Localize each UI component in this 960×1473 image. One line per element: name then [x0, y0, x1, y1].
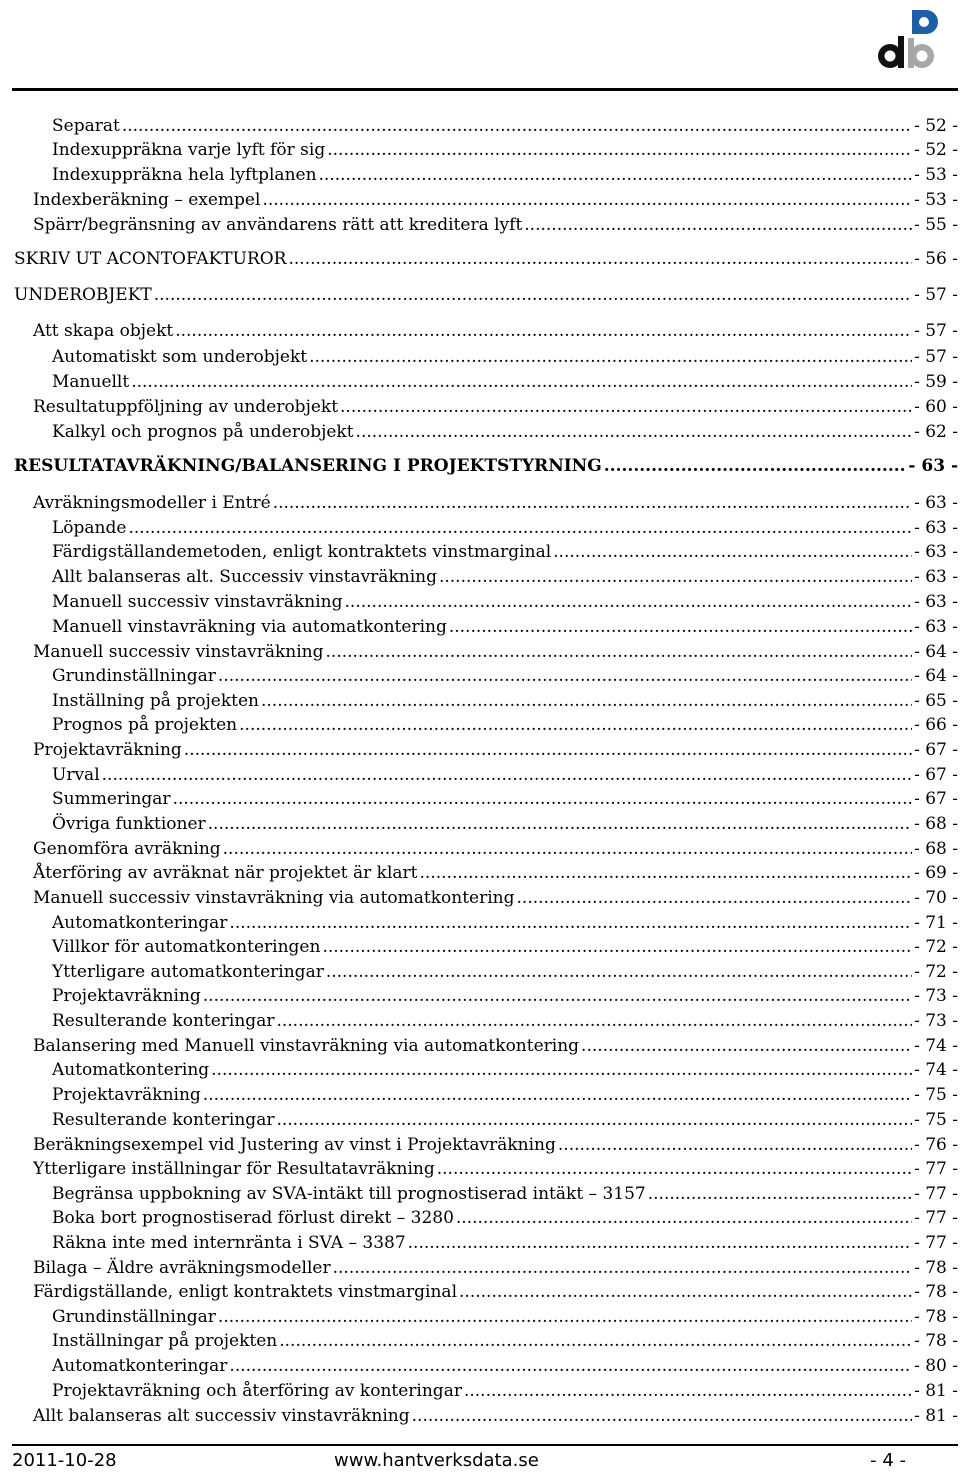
toc-entry-page: - 67 -	[914, 740, 958, 760]
toc-entry[interactable]	[52, 1231, 958, 1255]
toc-leader-dots	[558, 1133, 912, 1157]
toc-entry[interactable]	[33, 1034, 958, 1058]
toc-entry[interactable]	[14, 283, 958, 307]
toc-entry-page: - 52 -	[914, 140, 958, 160]
toc-leader-dots	[203, 984, 912, 1008]
toc-leader-dots	[128, 516, 912, 540]
toc-leader-dots	[154, 283, 912, 307]
toc-leader-dots	[333, 1256, 912, 1280]
toc-leader-dots	[420, 861, 913, 885]
toc-entry-title: Spärr/begränsning av användarens rätt att kreditera lyft	[33, 215, 523, 235]
toc-entry-title: Färdigställandemetoden, enligt kontraktets vinstmarginal	[52, 542, 552, 562]
toc-entry-title: Grundinställningar	[52, 666, 216, 686]
toc-entry[interactable]	[52, 516, 958, 540]
toc-entry[interactable]	[33, 1157, 958, 1181]
toc-leader-dots	[309, 345, 912, 369]
toc-entry[interactable]	[52, 1083, 958, 1107]
toc-entry-page: - 62 -	[914, 422, 958, 442]
toc-entry-title: Automatkontering	[52, 1060, 210, 1080]
toc-entry-title: Färdigställande, enligt kontraktets vinstmarginal	[33, 1282, 458, 1302]
toc-entry-title: Övriga funktioner	[52, 814, 206, 834]
toc-leader-dots	[276, 1108, 912, 1132]
toc-entry[interactable]	[52, 1009, 958, 1033]
toc-entry-page: - 78 -	[914, 1258, 958, 1278]
toc-entry-page: - 74 -	[914, 1036, 958, 1056]
toc-leader-dots	[464, 1379, 912, 1403]
toc-leader-dots	[604, 454, 907, 478]
toc-leader-dots	[262, 188, 912, 212]
toc-entry[interactable]	[33, 1280, 958, 1304]
toc-entry-title: Beräkningsexempel vid Justering av vinst i Projektavräkning	[33, 1135, 556, 1155]
toc-leader-dots	[173, 787, 913, 811]
toc-entry-page: - 77 -	[914, 1159, 958, 1179]
toc-entry-page: - 64 -	[914, 666, 958, 686]
toc-entry-page: - 53 -	[914, 165, 958, 185]
toc-entry-page: - 52 -	[914, 116, 958, 136]
toc-entry-title: Ytterligare automatkonteringar	[52, 962, 324, 982]
toc-entry-page: - 78 -	[914, 1282, 958, 1302]
toc-entry[interactable]	[52, 664, 958, 688]
toc-entry-title: Bilaga – Äldre avräkningsmodeller	[33, 1258, 331, 1278]
toc-entry-title: Projektavräkning	[33, 740, 182, 760]
toc-entry-title: Boka bort prognostiserad förlust direkt – 3280	[52, 1208, 454, 1228]
toc-entry-page: - 57 -	[914, 285, 958, 305]
toc-entry-title: Manuell successiv vinstavräkning	[52, 592, 343, 612]
toc-leader-dots	[273, 491, 912, 515]
footer-page-number: - 4 -	[870, 1450, 906, 1471]
toc-entry-title: Manuell vinstavräkning via automatkontering	[52, 617, 447, 637]
toc-entry-page: - 81 -	[914, 1381, 958, 1401]
toc-entry-page: - 56 -	[914, 249, 958, 269]
toc-entry[interactable]	[52, 1206, 958, 1230]
toc-entry[interactable]	[52, 984, 958, 1008]
toc-leader-dots	[122, 114, 912, 138]
toc-entry[interactable]	[52, 1305, 958, 1329]
toc-entry[interactable]	[52, 1058, 958, 1082]
toc-entry-page: - 78 -	[914, 1331, 958, 1351]
toc-entry-title: Manuell successiv vinstavräkning via automatkontering	[33, 888, 515, 908]
toc-entry-page: - 77 -	[914, 1208, 958, 1228]
toc-entry-title: Begränsa uppbokning av SVA-intäkt till prognostiserad intäkt – 3157	[52, 1184, 646, 1204]
toc-entry[interactable]	[52, 114, 958, 138]
toc-leader-dots	[288, 247, 912, 271]
toc-entry[interactable]	[52, 540, 958, 564]
toc-entry[interactable]	[33, 491, 958, 515]
toc-entry-title: Prognos på projekten	[52, 715, 238, 735]
toc-entry[interactable]	[33, 319, 958, 343]
toc-leader-dots	[524, 213, 912, 237]
toc-entry-page: - 53 -	[914, 190, 958, 210]
toc-entry[interactable]	[52, 1182, 958, 1206]
toc-entry[interactable]	[52, 163, 958, 187]
toc-entry-page: - 71 -	[914, 913, 958, 933]
toc-leader-dots	[648, 1182, 912, 1206]
toc-entry-title: Att skapa objekt	[33, 321, 174, 341]
toc-entry-page: - 73 -	[914, 986, 958, 1006]
toc-leader-dots	[322, 935, 912, 959]
toc-entry-title: Indexuppräkna varje lyft för sig	[52, 140, 326, 160]
toc-entry-title: Projektavräkning	[52, 1085, 201, 1105]
toc-entry-title: Inställningar på projekten	[52, 1331, 278, 1351]
toc-entry-title: Resulterande konteringar	[52, 1110, 275, 1130]
toc-entry-title: Automatkonteringar	[52, 1356, 228, 1376]
toc-leader-dots	[439, 565, 912, 589]
toc-entry-page: - 67 -	[914, 765, 958, 785]
toc-entry[interactable]	[52, 763, 958, 787]
toc-entry-page: - 63 -	[914, 592, 958, 612]
toc-leader-dots	[218, 1305, 912, 1329]
toc-entry[interactable]	[33, 188, 958, 212]
toc-entry-page: - 65 -	[914, 691, 958, 711]
toc-entry-page: - 77 -	[914, 1184, 958, 1204]
footer-divider	[12, 1444, 958, 1446]
toc-entry[interactable]	[33, 861, 958, 885]
toc-entry[interactable]	[33, 886, 958, 910]
toc-entry-title: UNDEROBJEKT	[14, 285, 152, 305]
toc-entry-title: Genomföra avräkning	[33, 839, 221, 859]
toc-entry-title: RESULTATAVRÄKNING/BALANSERING I PROJEKTSTYRNING	[14, 456, 602, 476]
toc-entry-title: Resulterande konteringar	[52, 1011, 275, 1031]
toc-entry-title: Kalkyl och prognos på underobjekt	[52, 422, 354, 442]
toc-entry[interactable]	[33, 395, 958, 419]
hantverksdata-logo-icon	[868, 4, 940, 74]
toc-entry-title: Återföring av avräknat när projektet är klart	[33, 863, 418, 883]
toc-entry[interactable]	[33, 1404, 958, 1428]
toc-entry[interactable]	[52, 1108, 958, 1132]
toc-entry-page: - 64 -	[914, 642, 958, 662]
toc-leader-dots	[211, 1058, 912, 1082]
toc-leader-dots	[326, 960, 912, 984]
toc-leader-dots	[319, 163, 913, 187]
toc-entry-page: - 66 -	[914, 715, 958, 735]
toc-leader-dots	[553, 540, 912, 564]
toc-leader-dots	[340, 395, 912, 419]
toc-entry-title: Indexberäkning – exempel	[33, 190, 261, 210]
toc-entry-page: - 57 -	[914, 321, 958, 341]
toc-leader-dots	[229, 1354, 912, 1378]
toc-leader-dots	[102, 763, 912, 787]
toc-entry[interactable]	[52, 1354, 958, 1378]
toc-entry-page: - 75 -	[914, 1085, 958, 1105]
toc-leader-dots	[456, 1206, 912, 1230]
toc-entry-title: Allt balanseras alt successiv vinstavräkning	[33, 1406, 410, 1426]
toc-leader-dots	[261, 689, 912, 713]
toc-entry[interactable]	[52, 1329, 958, 1353]
toc-entry-title: Urval	[52, 765, 100, 785]
toc-leader-dots	[229, 911, 912, 935]
toc-leader-dots	[184, 738, 912, 762]
toc-entry-page: - 80 -	[914, 1356, 958, 1376]
toc-entry-page: - 76 -	[914, 1135, 958, 1155]
toc-entry[interactable]	[14, 454, 958, 478]
toc-entry-title: Allt balanseras alt. Successiv vinstavräkning	[52, 567, 437, 587]
toc-entry[interactable]	[52, 935, 958, 959]
toc-leader-dots	[131, 370, 912, 394]
toc-entry[interactable]	[52, 812, 958, 836]
toc-entry[interactable]	[33, 837, 958, 861]
toc-entry-title: Projektavräkning	[52, 986, 201, 1006]
toc-entry[interactable]	[52, 370, 958, 394]
toc-entry-title: Automatkonteringar	[52, 913, 228, 933]
toc-entry-page: - 68 -	[914, 814, 958, 834]
toc-entry[interactable]	[52, 787, 958, 811]
toc-entry-page: - 63 -	[914, 542, 958, 562]
toc-entry[interactable]	[52, 1379, 958, 1403]
toc-entry-page: - 63 -	[914, 493, 958, 513]
toc-entry-page: - 55 -	[914, 215, 958, 235]
toc-entry-title: Summeringar	[52, 789, 171, 809]
toc-entry-title: Resultatuppföljning av underobjekt	[33, 397, 339, 417]
toc-entry[interactable]	[52, 345, 958, 369]
toc-entry[interactable]	[52, 960, 958, 984]
toc-leader-dots	[356, 420, 913, 444]
header-divider	[12, 88, 958, 91]
toc-entry-title: Projektavräkning och återföring av konteringar	[52, 1381, 462, 1401]
toc-entry-page: - 73 -	[914, 1011, 958, 1031]
toc-entry-page: - 63 -	[914, 518, 958, 538]
toc-leader-dots	[208, 812, 912, 836]
toc-leader-dots	[449, 615, 912, 639]
toc-entry[interactable]	[52, 420, 958, 444]
toc-leader-dots	[408, 1231, 912, 1255]
toc-entry[interactable]	[52, 911, 958, 935]
toc-entry[interactable]	[52, 590, 958, 614]
toc-leader-dots	[239, 713, 912, 737]
toc-entry-page: - 72 -	[914, 937, 958, 957]
toc-entry[interactable]	[52, 138, 958, 162]
toc-entry-title: Avräkningsmodeller i Entré	[33, 493, 271, 513]
toc-leader-dots	[276, 1009, 912, 1033]
toc-entry-page: - 75 -	[914, 1110, 958, 1130]
toc-entry-title: Inställning på projekten	[52, 691, 259, 711]
toc-entry-page: - 72 -	[914, 962, 958, 982]
footer-date: 2011-10-28	[12, 1450, 117, 1471]
toc-leader-dots	[279, 1329, 912, 1353]
toc-leader-dots	[218, 664, 912, 688]
toc-leader-dots	[326, 640, 913, 664]
toc-entry-page: - 59 -	[914, 372, 958, 392]
toc-leader-dots	[327, 138, 912, 162]
toc-entry[interactable]	[33, 213, 958, 237]
toc-entry-page: - 78 -	[914, 1307, 958, 1327]
toc-entry-title: Löpande	[52, 518, 127, 538]
toc-leader-dots	[203, 1083, 912, 1107]
toc-entry[interactable]	[33, 640, 958, 664]
toc-entry[interactable]	[52, 713, 958, 737]
toc-entry[interactable]	[33, 738, 958, 762]
toc-entry-page: - 69 -	[914, 863, 958, 883]
toc-leader-dots	[345, 590, 913, 614]
toc-entry[interactable]	[33, 1133, 958, 1157]
toc-entry-page: - 68 -	[914, 839, 958, 859]
toc-entry-title: Balansering med Manuell vinstavräkning via automatkontering	[33, 1036, 580, 1056]
toc-entry[interactable]	[52, 689, 958, 713]
toc-entry[interactable]	[52, 565, 958, 589]
toc-entry-page: - 63 -	[908, 456, 958, 476]
toc-entry-page: - 60 -	[914, 397, 958, 417]
toc-entry-title: Villkor för automatkonteringen	[52, 937, 321, 957]
toc-entry-page: - 67 -	[914, 789, 958, 809]
toc-entry-page: - 74 -	[914, 1060, 958, 1080]
toc-leader-dots	[412, 1404, 912, 1428]
toc-entry-title: Ytterligare inställningar för Resultatavräkning	[33, 1159, 435, 1179]
toc-entry-page: - 81 -	[914, 1406, 958, 1426]
toc-entry-title: Manuell successiv vinstavräkning	[33, 642, 324, 662]
toc-entry-title: Automatiskt som underobjekt	[52, 347, 308, 367]
toc-leader-dots	[459, 1280, 912, 1304]
toc-entry-title: Indexuppräkna hela lyftplanen	[52, 165, 317, 185]
toc-entry-page: - 70 -	[914, 888, 958, 908]
toc-entry[interactable]	[14, 247, 958, 271]
toc-entry[interactable]	[33, 1256, 958, 1280]
toc-leader-dots	[517, 886, 913, 910]
toc-leader-dots	[437, 1157, 912, 1181]
toc-entry-title: SKRIV UT ACONTOFAKTUROR	[14, 249, 287, 269]
toc-leader-dots	[175, 319, 912, 343]
toc-entry-page: - 63 -	[914, 567, 958, 587]
toc-leader-dots	[581, 1034, 912, 1058]
toc-entry-page: - 57 -	[914, 347, 958, 367]
toc-entry-page: - 63 -	[914, 617, 958, 637]
toc-leader-dots	[223, 837, 912, 861]
toc-entry-title: Grundinställningar	[52, 1307, 216, 1327]
toc-entry-page: - 77 -	[914, 1233, 958, 1253]
toc-entry-title: Räkna inte med internränta i SVA – 3387	[52, 1233, 406, 1253]
toc-entry-title: Manuellt	[52, 372, 130, 392]
toc-entry-title: Separat	[52, 116, 120, 136]
footer-website: www.hantverksdata.se	[334, 1450, 539, 1471]
toc-entry[interactable]	[52, 615, 958, 639]
